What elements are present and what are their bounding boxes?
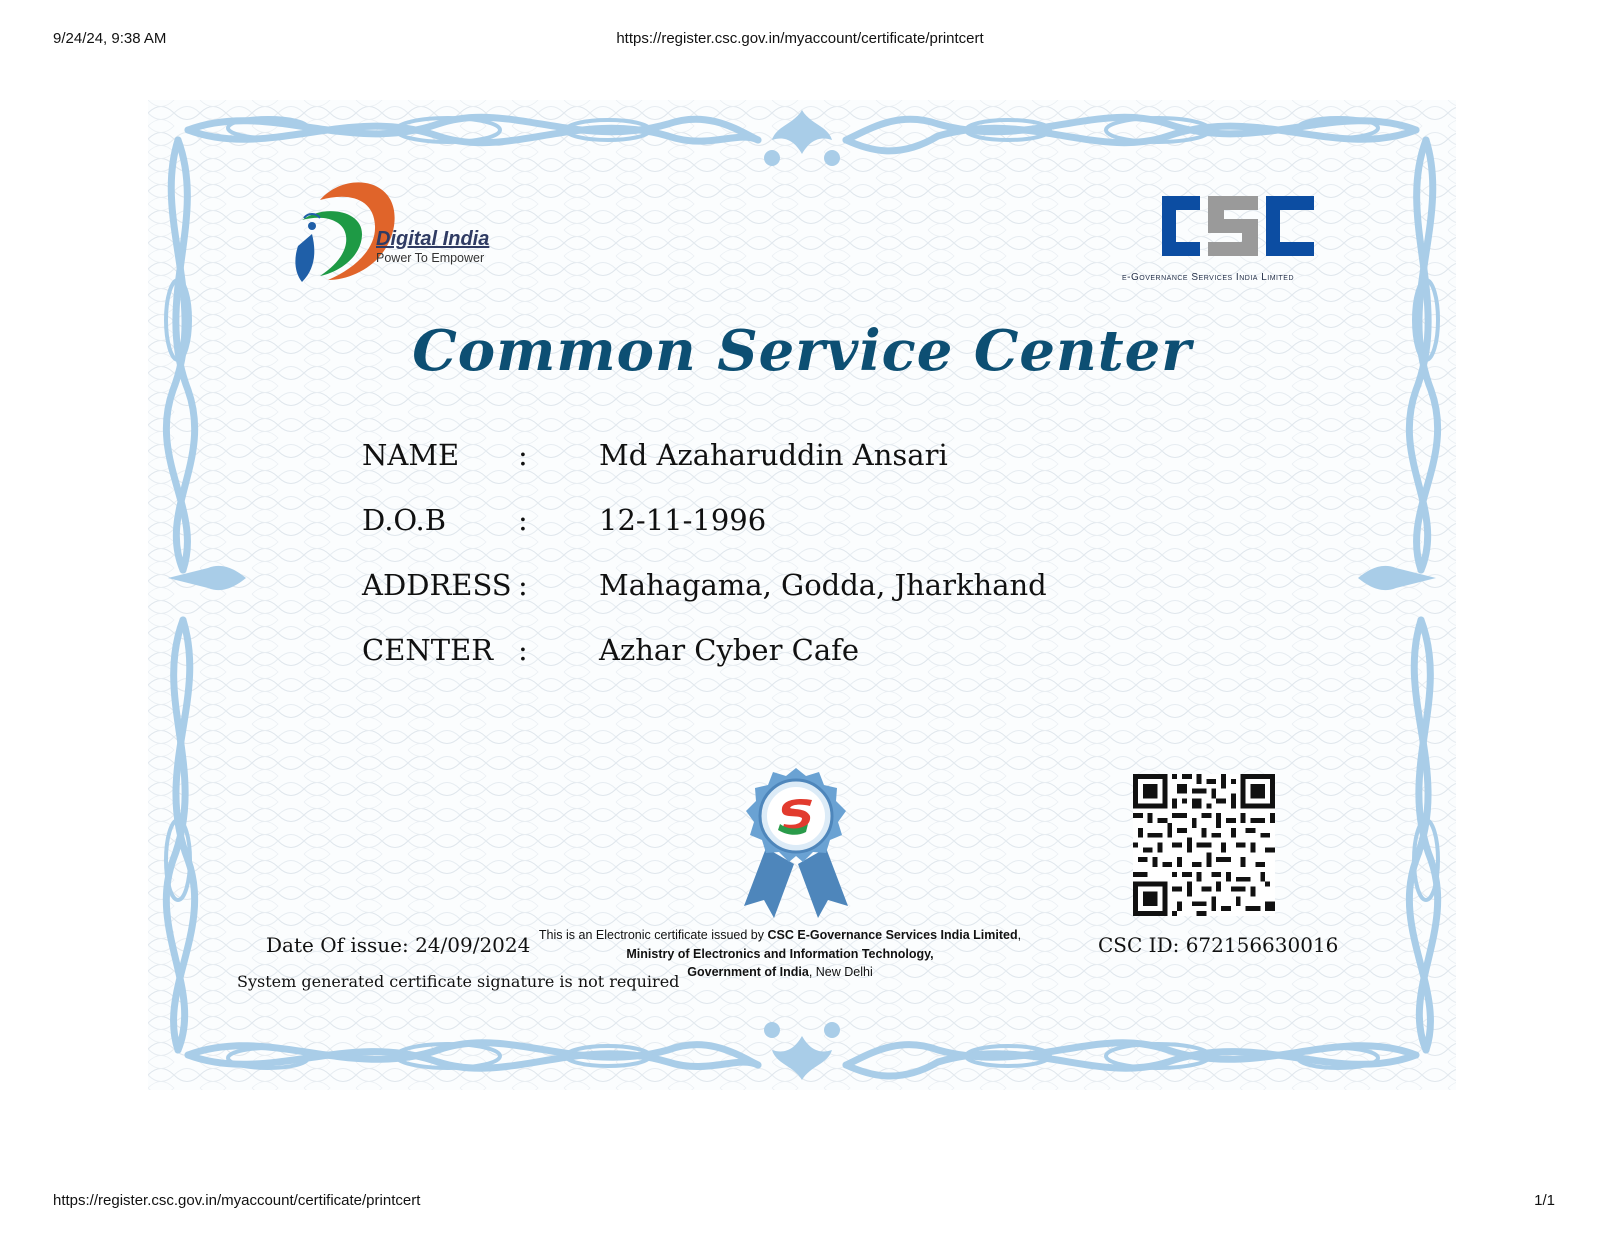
csc-subtitle: e-Governance Services India Limited xyxy=(1121,272,1294,283)
digital-india-title: Digital India xyxy=(376,228,490,250)
page-number: 1/1 xyxy=(1534,1192,1555,1209)
electronic-comma: , xyxy=(1017,928,1022,942)
qr-code-icon xyxy=(1133,774,1275,916)
system-generated-note: System generated certificate signature is not required xyxy=(237,972,680,991)
award-ribbon-badge-icon xyxy=(736,768,856,918)
certificate xyxy=(148,100,1456,1090)
field-colon: : xyxy=(518,438,528,472)
certificate-title: Common Service Center xyxy=(412,318,1192,384)
print-footer xyxy=(0,1192,1600,1212)
date-of-issue: Date Of issue: 24/09/2024 xyxy=(266,933,531,957)
field-colon: : xyxy=(518,503,528,537)
field-colon: : xyxy=(518,633,528,667)
field-value: Md Azaharuddin Ansari xyxy=(599,438,948,472)
field-label: D.O.B xyxy=(362,503,447,537)
electronic-issuer: CSC E-Governance Services India Limited xyxy=(767,928,1018,942)
field-value: Azhar Cyber Cafe xyxy=(599,633,860,667)
csc-id: CSC ID: 672156630016 xyxy=(1098,933,1339,957)
field-colon: : xyxy=(518,568,528,602)
electronic-city: , New Delhi xyxy=(808,965,873,979)
field-value: 12-11-1996 xyxy=(599,503,767,537)
field-label: NAME xyxy=(362,438,460,472)
field-label: CENTER xyxy=(362,633,494,667)
field-value: Mahagama, Godda, Jharkhand xyxy=(599,568,1047,602)
field-label: ADDRESS xyxy=(362,568,512,602)
print-url: https://register.csc.gov.in/myaccount/certificate/printcert xyxy=(616,30,984,47)
csc-logo xyxy=(1152,186,1322,266)
print-datetime: 9/24/24, 9:38 AM xyxy=(53,30,167,47)
print-header xyxy=(0,30,1600,50)
electronic-certificate-note xyxy=(510,926,1050,982)
digital-india-tagline: Power To Empower xyxy=(376,251,485,265)
electronic-ministry: Ministry of Electronics and Information Technology, xyxy=(626,946,934,961)
footer-url: https://register.csc.gov.in/myaccount/certificate/printcert xyxy=(53,1192,421,1209)
electronic-prefix: This is an Electronic certificate issued by xyxy=(538,928,768,942)
electronic-govt: Government of India xyxy=(687,965,809,979)
